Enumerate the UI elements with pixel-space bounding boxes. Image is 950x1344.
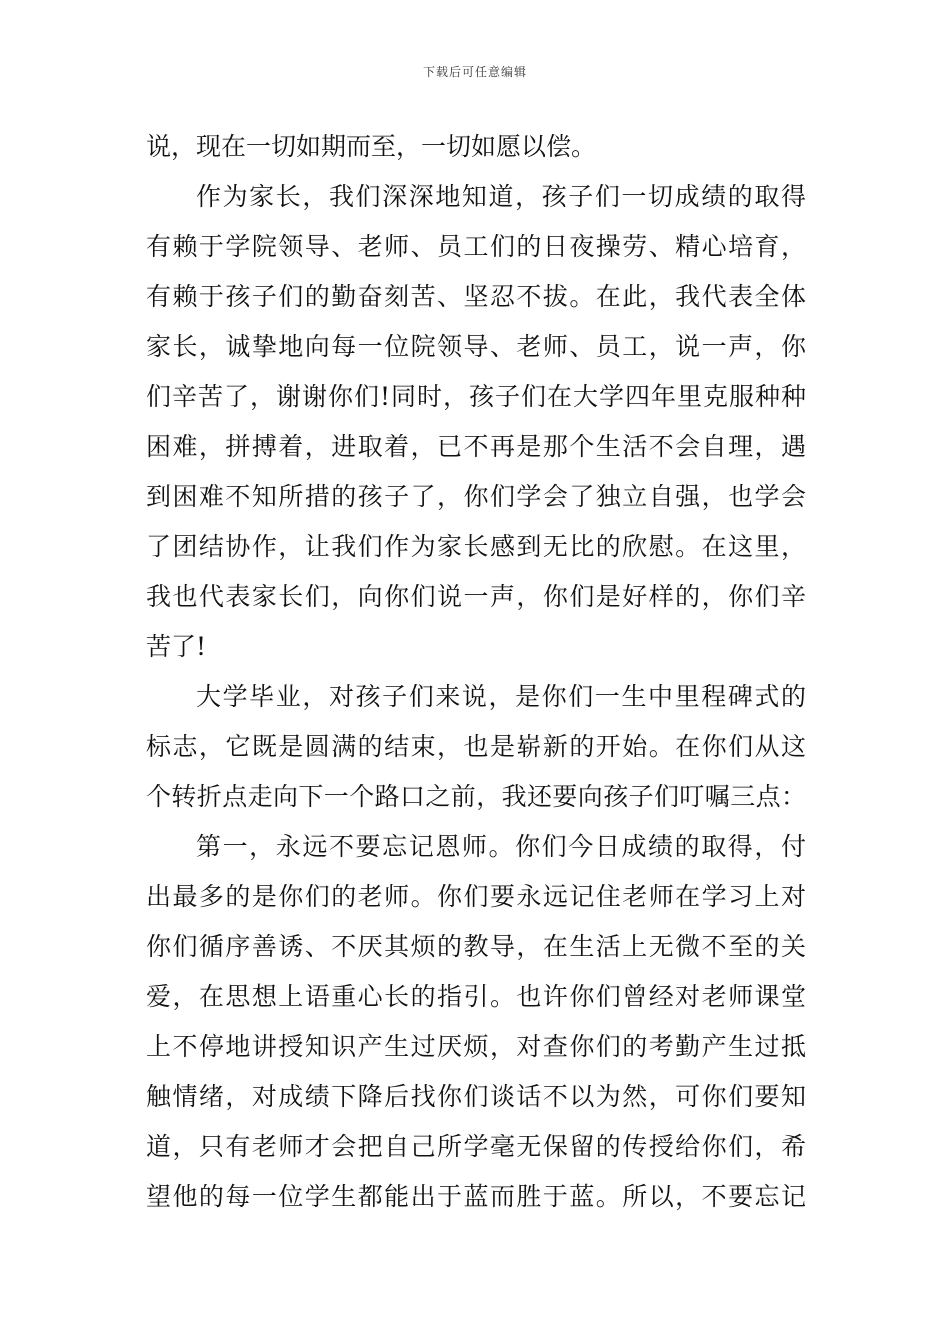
text-line: 我也代表家长们，向你们说一声，你们是好样的，你们辛	[146, 582, 806, 611]
text-line: 大学毕业，对孩子们来说，是你们一生中里程碑式的	[196, 682, 806, 711]
document-body	[146, 122, 806, 1222]
text-line: 触情绪，对成绩下降后找你们谈话不以为然，可你们要知	[146, 1082, 806, 1111]
text-line: 作为家长，我们深深地知道，孩子们一切成绩的取得	[196, 182, 806, 211]
text-line: 们辛苦了，谢谢你们!同时，孩子们在大学四年里克服种种	[146, 382, 806, 411]
text-line: 出最多的是你们的老师。你们要永远记住老师在学习上对	[146, 882, 806, 911]
text-line: 标志，它既是圆满的结束，也是崭新的开始。在你们从这	[146, 732, 806, 761]
text-line: 第一，永远不要忘记恩师。你们今日成绩的取得，付	[196, 832, 806, 861]
text-line: 个转折点走向下一个路口之前，我还要向孩子们叮嘱三点：	[146, 782, 806, 811]
text-line: 爱，在思想上语重心长的指引。也许你们曾经对老师课堂	[146, 982, 806, 1011]
text-line: 家长，诚挚地向每一位院领导、老师、员工，说一声，你	[146, 332, 806, 361]
text-line: 上不停地讲授知识产生过厌烦，对查你们的考勤产生过抵	[146, 1032, 806, 1061]
text-line: 有赖于孩子们的勤奋刻苦、坚忍不拔。在此，我代表全体	[146, 282, 806, 311]
text-line: 苦了!	[146, 632, 207, 661]
text-line: 说，现在一切如期而至，一切如愿以偿。	[146, 132, 597, 161]
text-line: 道，只有老师才会把自己所学毫无保留的传授给你们，希	[146, 1132, 806, 1161]
text-line: 困难，拼搏着，进取着，已不再是那个生活不会自理，遇	[146, 432, 806, 461]
text-line: 了团结协作，让我们作为家长感到无比的欣慰。在这里，	[146, 532, 806, 561]
text-line: 望他的每一位学生都能出于蓝而胜于蓝。所以，不要忘记	[146, 1182, 806, 1211]
text-line: 到困难不知所措的孩子了，你们学会了独立自强，也学会	[146, 482, 806, 511]
text-line: 有赖于学院领导、老师、员工们的日夜操劳、精心培育，	[146, 232, 806, 261]
text-line: 你们循序善诱、不厌其烦的教导，在生活上无微不至的关	[146, 932, 806, 961]
page-header-note: 下载后可任意编辑	[422, 65, 527, 79]
